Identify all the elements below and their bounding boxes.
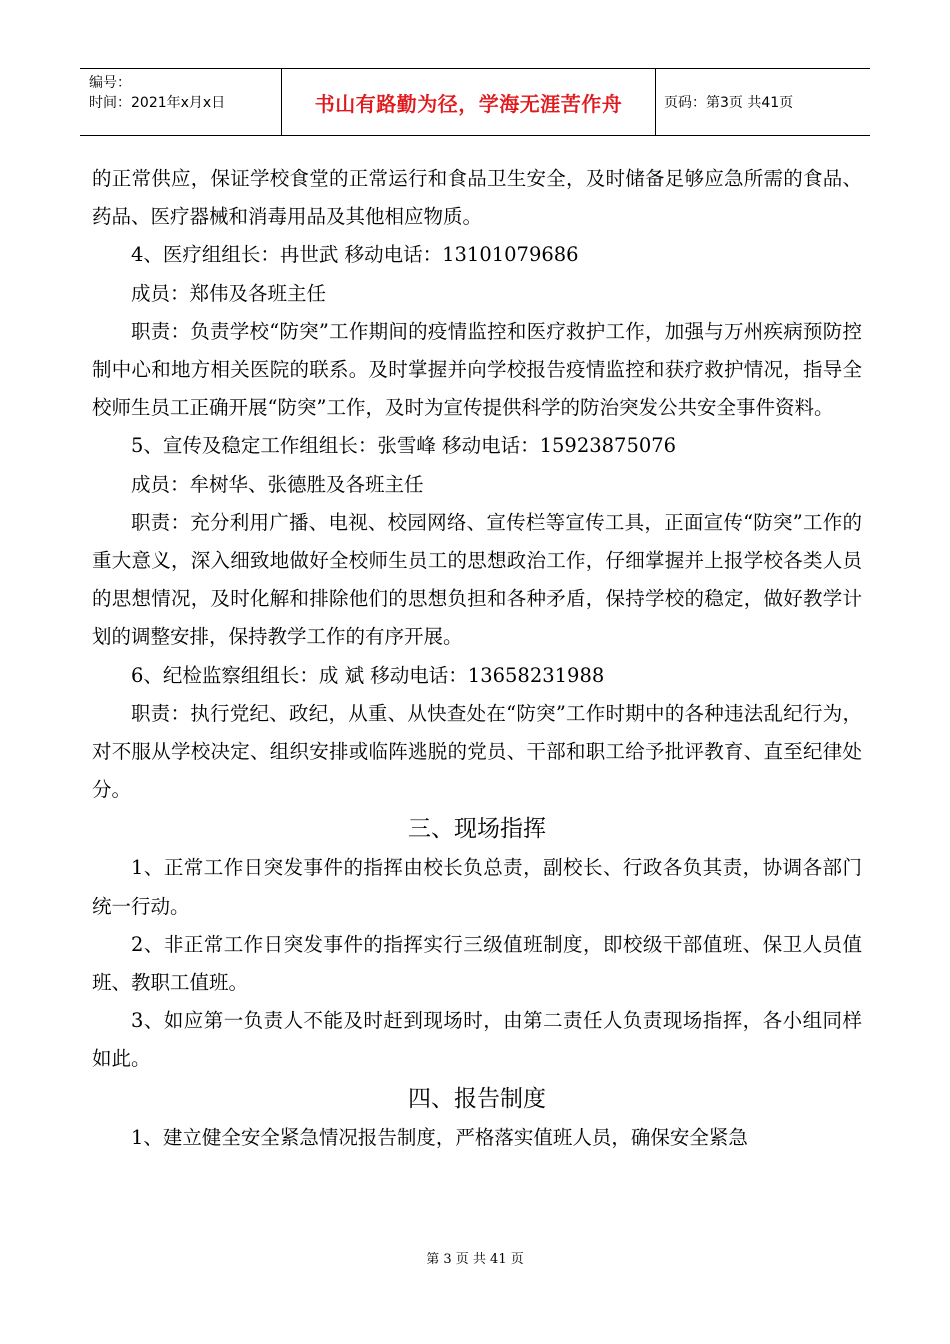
body-paragraph: 5、宣传及稳定工作组组长：张雪峰 移动电话：15923875076 — [131, 434, 677, 458]
body-paragraph: 职责：执行党纪、政纪，从重、从快查处在“防突”工作时期中的各种违法乱纪行为，对不服从学校决定、组织安排或临阵逃脱的党员、干部和职工给予批评教育、直至纪律处分。 — [92, 701, 862, 802]
document-body — [92, 160, 862, 1157]
body-paragraph: 成员：牟树华、张德胜及各班主任 — [131, 472, 424, 496]
body-paragraph: 3、如应第一负责人不能及时赶到现场时，由第二责任人负责现场指挥，各小组同样如此。 — [92, 1009, 862, 1071]
body-paragraph: 2、非正常工作日突发事件的指挥实行三级值班制度，即校级干部值班、保卫人员值班、教职工值班。 — [92, 932, 862, 995]
body-paragraph: 4、医疗组组长：冉世武 移动电话：13101079686 — [131, 243, 579, 267]
page-header — [80, 68, 870, 136]
body-paragraph: 职责：充分利用广播、电视、校园网络、宣传栏等宣传工具，正面宣传“防突”工作的重大意义，深入细致地做好全校师生员工的思想政治工作，仔细掌握并上报学校各类人员的思想情况，及时化解和排除他们的思想负担和各种矛盾，保持学校的稳定，做好教学计划的调整安排，保持教学工作的有序开展。 — [92, 510, 862, 649]
body-paragraph: 1、建立健全安全紧急情况报告制度，严格落实值班人员，确保安全紧急 — [131, 1125, 748, 1149]
body-paragraph: 6、纪检监察组组长：成 斌 移动电话：13658231988 — [131, 663, 605, 687]
body-paragraph: 职责：负责学校“防突”工作期间的疫情监控和医疗救护工作，加强与万州疾病预防控制中心和地方相关医院的联系。及时掌握并向学校报告疫情监控和获疗救护情况，指导全校师生员工正确开展“防突”工作，及时为宣传提供科学的防治突发公共安全事件资料。 — [92, 319, 862, 420]
section-heading: 三、现场指挥 — [408, 816, 546, 843]
body-paragraph: 1、正常工作日突发事件的指挥由校长负总责，副校长、行政各负其责，协调各部门统一行动。 — [92, 856, 862, 918]
header-code-label: 编号： — [89, 75, 131, 91]
header-time-label: 时间：2021年x月x日 — [89, 95, 226, 111]
header-meta — [80, 69, 282, 135]
header-motto: 书山有路勤为径，学海无涯苦作舟 — [282, 69, 656, 135]
header-page-label: 页码：第3页 共41页 — [664, 95, 794, 111]
section-heading: 四、报告制度 — [408, 1085, 546, 1112]
page-footer: 第 3 页 共 41 页 — [426, 1252, 524, 1267]
body-paragraph: 成员：郑伟及各班主任 — [131, 281, 327, 305]
body-paragraph: 的正常供应，保证学校食堂的正常运行和食品卫生安全，及时储备足够应急所需的食品、药品、医疗器械和消毒用品及其他相应物质。 — [92, 167, 862, 229]
